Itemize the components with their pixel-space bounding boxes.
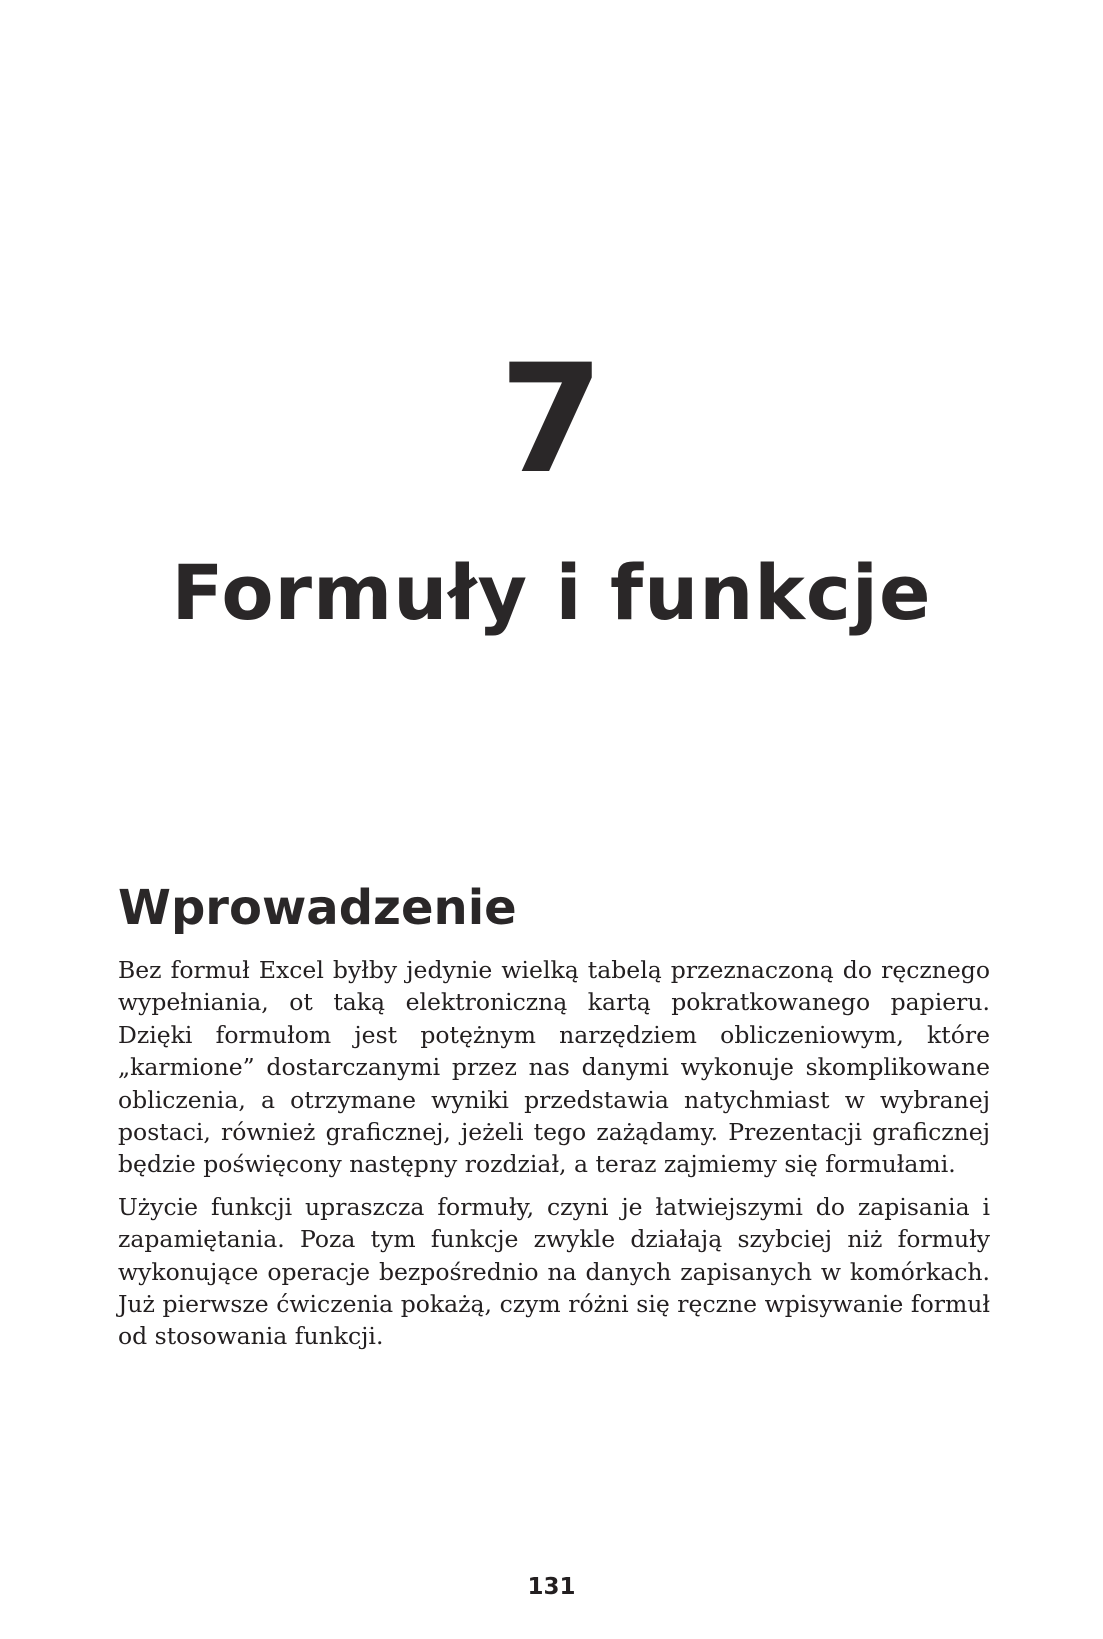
chapter-title: Formuły i funkcje [171,548,932,637]
paragraph: Użycie funkcji upraszcza formuły, czyni je łatwiejszymi do zapisania i zapamiętania. Poza tym funkcje zwykle działają szybciej niż formuły wykonujące operacje bezpośrednio na danych zapisanych w komórkach. Już pierwsze ćwiczenia pokażą, czym różni się ręczne wpisywanie formuł od stosowania funkcji. [118,1192,990,1351]
section-heading: Wprowadzenie [118,880,517,936]
chapter-number: 7 [499,333,604,507]
paragraph: Bez formuł Excel byłby jedynie wielką tabelą przeznaczoną do ręcznego wypełniania, ot taką elektroniczną kartą pokratkowanego papieru. Dzięki formułom jest potężnym narzędziem obliczeniowym, które „karmione” dostarczanymi przez nas danymi wykonuje skomplikowane obliczenia, a otrzymane wyniki przedstawia natychmiast w wybranej postaci, również graficznej, jeżeli tego zażądamy. Prezentacji graficznej będzie poświęcony następny rozdział, a teraz zajmiemy się formułami. [118,956,990,1179]
page-number: 131 [527,1574,576,1600]
body-text [118,954,990,1353]
